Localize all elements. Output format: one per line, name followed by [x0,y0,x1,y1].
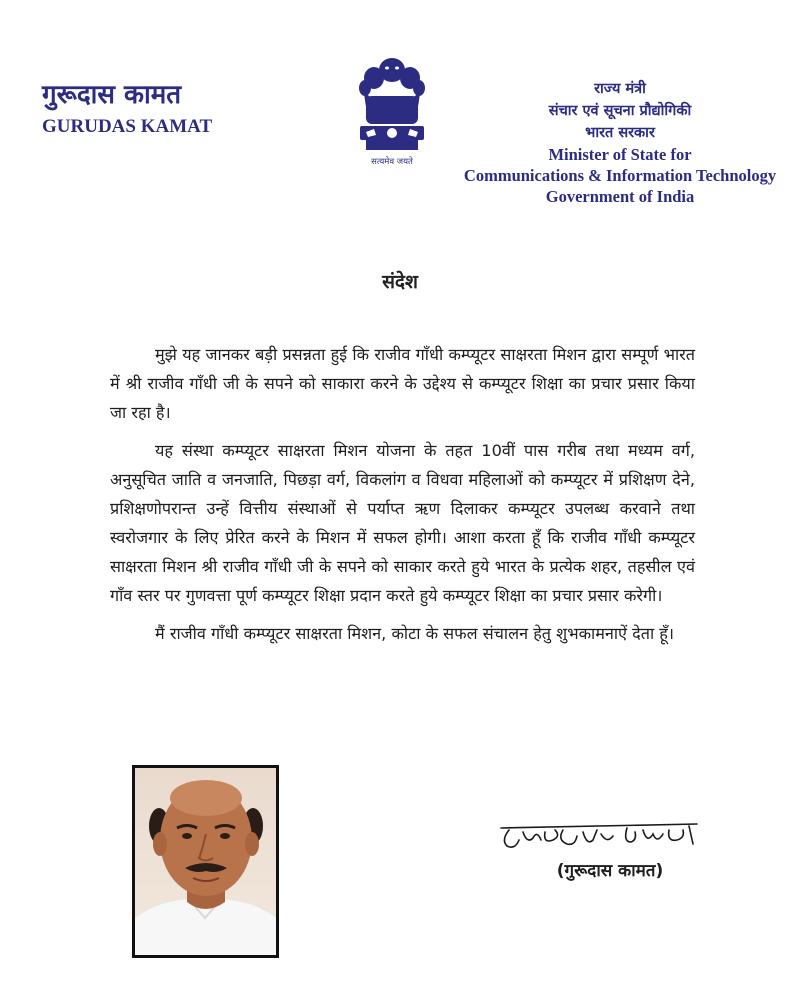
letter-paragraph-3: मैं राजीव गाँधी कम्प्यूटर साक्षरता मिशन, कोटा के सफल संचालन हेतु शुभकामनाऐं देता हूँ। [155,624,675,643]
designation-english-1: Minister of State for [548,145,692,164]
portrait-photo [132,765,279,958]
signatory-name: (गुरूदास कामत) [556,861,664,881]
handwritten-signature [497,810,707,860]
sender-name-hindi: गुरूदास कामत [42,80,182,110]
emblem-motto: सत्यमेव जयते [371,157,413,167]
designation-hindi-3: भारत सरकार [585,125,655,141]
national-emblem-icon [352,52,432,170]
designation-hindi-2: संचार एवं सूचना प्रौद्योगिकी [548,103,692,119]
sender-name-english: GURUDAS KAMAT [42,116,213,137]
letter-paragraph-1: मुझे यह जानकर बड़ी प्रसन्नता हुई कि राजीव गाँधी कम्प्यूटर साक्षरता मिशन द्वारा सम्पूर्ण भारत में श्री राजीव गाँधी जी के सपने को साकारा करने के उद्देश्य से कम्प्यूटर शिक्षा का प्रचार प्रसार किया जा रहा है। [110,345,695,422]
letter-body [110,340,695,657]
letter-paragraph-2: यह संस्था कम्प्यूटर साक्षरता मिशन योजना के तहत 10वीं पास गरीब तथा मध्यम वर्ग, अनुसूचित जाति व जनजाति, पिछड़ा वर्ग, विकलांग व विधवा महिलाओं को कम्प्यूटर में प्रशिक्षण देने, प्रशिक्षणोपरान्त उन्हें वित्तीय संस्थाओं से पर्याप्त ऋण दिलाकर कम्प्यूटर उपलब्ध करवाने तथा स्वरोजगार के लिए प्रेरित करने के मिशन में सफल होगी। आशा करता हूँ कि राजीव गाँधी कम्प्यूटर साक्षरता मिशन श्री राजीव गाँधी जी के सपने को साकार करते हुये भारत के प्रत्येक शहर, तहसील एवं गाँव स्तर पर गुणवत्ता पूर्ण कम्प्यूटर शिक्षा प्रदान करते हुये कम्प्यूटर शिक्षा का प्रचार प्रसार करेगी। [110,441,695,605]
letter-title: संदेश [382,271,418,293]
designation-english-2: Communications & Information Technology [463,166,777,185]
designation-hindi-1: राज्य मंत्री [594,81,646,97]
designation-block [445,78,795,207]
sender-name-block [42,78,302,140]
designation-english-3: Government of India [545,187,695,206]
